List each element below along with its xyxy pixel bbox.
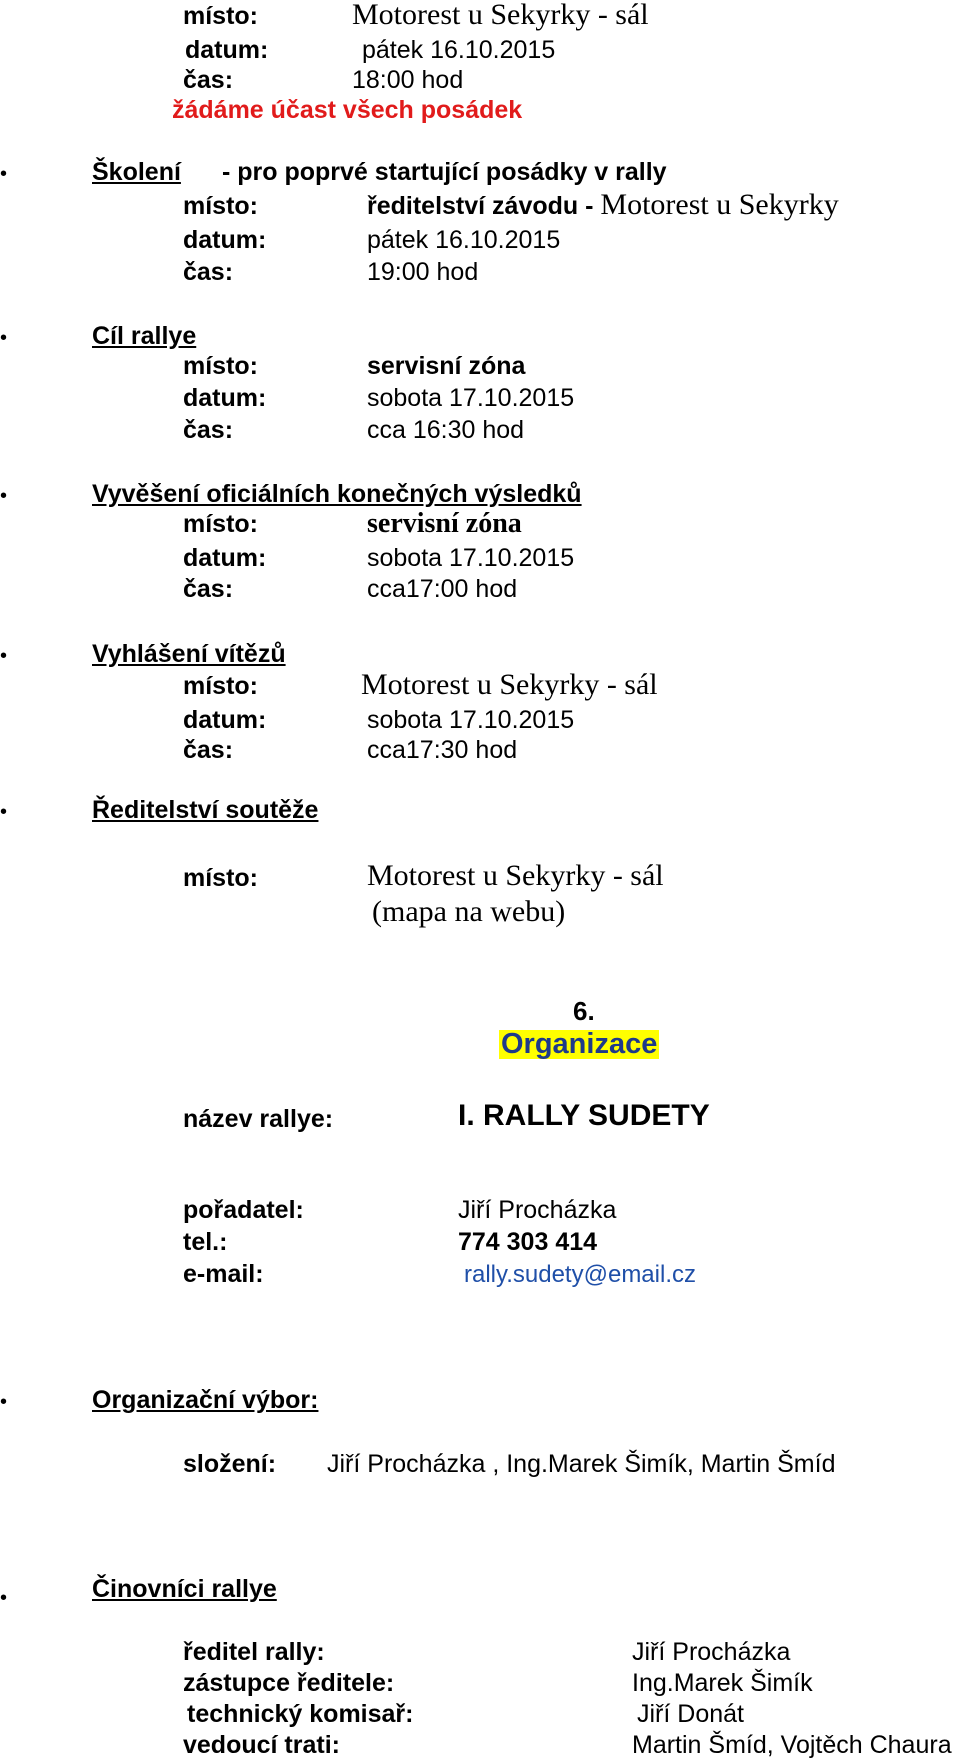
- bullet: •: [0, 1391, 8, 1413]
- cas-label: čas:: [183, 258, 234, 286]
- vysledky-title: Vyvěšení oficiálních konečných výsledků: [92, 480, 582, 508]
- cinovnik-label: technický komisař:: [187, 1700, 414, 1728]
- map-note: (mapa na webu): [372, 895, 566, 928]
- cas-label: čas:: [183, 416, 234, 444]
- bullet: •: [0, 327, 8, 349]
- poradatel-value: Jiří Procházka: [458, 1196, 617, 1224]
- cas-value: 18:00 hod: [352, 66, 464, 94]
- cinovnici-title: Činovníci rallye: [92, 1575, 277, 1603]
- section-title: Organizace: [501, 1028, 658, 1060]
- datum-value: sobota 17.10.2015: [367, 706, 575, 734]
- skoleni-misto-value: [367, 190, 839, 220]
- datum-label: datum:: [185, 36, 269, 64]
- cil-title: Cíl rallye: [92, 322, 197, 350]
- datum-value: pátek 16.10.2015: [362, 36, 556, 64]
- datum-label: datum:: [183, 226, 267, 254]
- misto-label: místo:: [183, 2, 258, 30]
- misto-value: Motorest u Sekyrky - sál: [361, 668, 658, 701]
- vybor-title: Organizační výbor:: [92, 1386, 319, 1414]
- reditelstvi-title: Ředitelství soutěže: [92, 796, 319, 824]
- skoleni-misto-prefix: ředitelství závodu -: [367, 192, 601, 220]
- bullet: •: [0, 1587, 8, 1609]
- cinovnik-label: ředitel rally:: [183, 1638, 325, 1666]
- slozeni-value: Jiří Procházka , Ing.Marek Šimík, Martin Šmíd: [327, 1450, 836, 1478]
- bullet: •: [0, 163, 8, 185]
- cinovnik-value: Jiří Donát: [637, 1700, 744, 1728]
- cas-value: 19:00 hod: [367, 258, 479, 286]
- datum-label: datum:: [183, 706, 267, 734]
- bullet: •: [0, 645, 8, 667]
- cinovnik-value: Martin Šmíd, Vojtěch Chaura: [632, 1731, 952, 1759]
- misto-value: servisní zóna: [367, 508, 522, 539]
- datum-value: pátek 16.10.2015: [367, 226, 561, 254]
- bullet: •: [0, 801, 8, 823]
- cinovnik-value: Ing.Marek Šimík: [632, 1669, 813, 1697]
- section-number: 6.: [573, 996, 595, 1026]
- cas-value: cca17:00 hod: [367, 575, 518, 603]
- cas-label: čas:: [183, 736, 234, 764]
- misto-label: místo:: [183, 864, 258, 892]
- nazev-value: I. RALLY SUDETY: [458, 1099, 710, 1132]
- tel-label: tel.:: [183, 1228, 228, 1256]
- bullet: •: [0, 485, 8, 507]
- datum-label: datum:: [183, 384, 267, 412]
- datum-value: sobota 17.10.2015: [367, 384, 575, 412]
- cinovnik-label: zástupce ředitele:: [183, 1669, 395, 1697]
- slozeni-label: složení:: [183, 1450, 277, 1478]
- skoleni-title: Školení: [92, 158, 181, 186]
- cas-label: čas:: [183, 575, 234, 603]
- skoleni-subtitle: - pro poprvé startující posádky v rally: [222, 158, 667, 186]
- cinovnik-label: vedoucí trati:: [183, 1731, 340, 1759]
- misto-value: servisní zóna: [367, 352, 526, 380]
- misto-label: místo:: [183, 192, 258, 220]
- misto-label: místo:: [183, 672, 258, 700]
- email-link[interactable]: rally.sudety@email.cz: [464, 1261, 696, 1288]
- email-label: e-mail:: [183, 1260, 264, 1288]
- misto-label: místo:: [183, 352, 258, 380]
- datum-label: datum:: [183, 544, 267, 572]
- cas-label: čas:: [183, 66, 234, 94]
- cas-value: cca17:30 hod: [367, 736, 518, 764]
- misto-label: místo:: [183, 510, 258, 538]
- misto-value: Motorest u Sekyrky - sál: [352, 0, 649, 31]
- skoleni-misto-serif: Motorest u Sekyrky: [600, 188, 839, 221]
- vyhlaseni-title: Vyhlášení vítězů: [92, 640, 286, 668]
- misto-value: Motorest u Sekyrky - sál: [367, 859, 664, 892]
- poradatel-label: pořadatel:: [183, 1196, 304, 1224]
- cinovnik-value: Jiří Procházka: [632, 1638, 791, 1666]
- nazev-label: název rallye:: [183, 1105, 334, 1133]
- tel-value: 774 303 414: [458, 1228, 598, 1256]
- datum-value: sobota 17.10.2015: [367, 544, 575, 572]
- notice-red: žádáme účast všech posádek: [172, 96, 523, 124]
- cas-value: cca 16:30 hod: [367, 416, 525, 444]
